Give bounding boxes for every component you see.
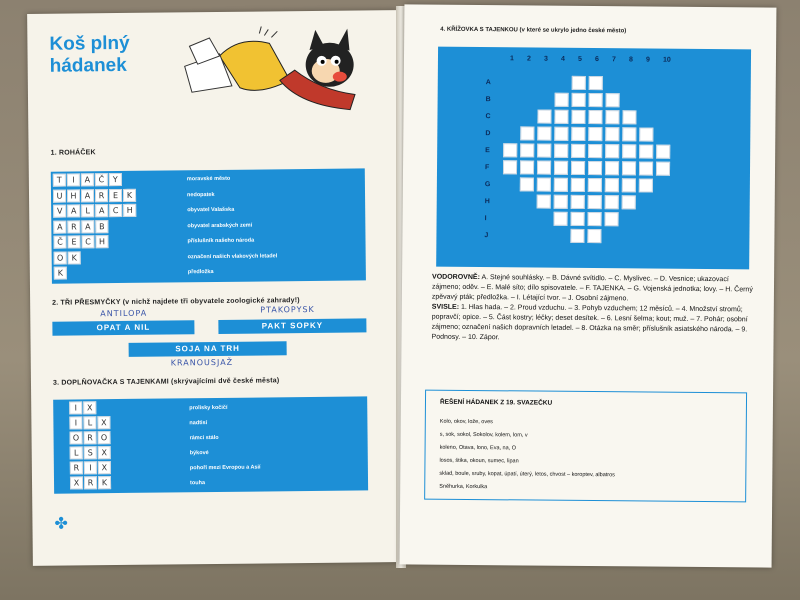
crossword-cell	[656, 162, 670, 176]
crossword-cell	[605, 127, 619, 141]
crossword-cell	[537, 110, 551, 124]
grid-cell: S	[84, 446, 97, 459]
crossword-cell	[520, 160, 534, 174]
crossword-cell	[605, 110, 619, 124]
crossword-cell	[587, 229, 601, 243]
column-number: 10	[662, 56, 671, 64]
crossword-cell	[554, 161, 568, 175]
across-clues: A. Stejné souhlásky. – B. Dávné svítidlo. – C. Myslivec. – D. Vesnice; ukazovací zájmeno; oděv. – E. Malé síto; dílo spisovatele. – F. TAJENKA. – G. Vojenská jednotka; lovy. – H. Černý zpěvavý pták; předložka. – I. Létající tvor. – J. Osobní zájmeno.	[431, 274, 753, 303]
grid-cell: B	[95, 220, 108, 233]
crossword-cell	[537, 144, 551, 158]
crossword-cell	[639, 161, 653, 175]
anagram-3: SOJA NA TRH	[129, 341, 287, 357]
grid-cell: A	[81, 189, 94, 202]
grid-cell: E	[109, 188, 122, 201]
clue-text: předložka	[187, 269, 214, 276]
clue-text: nadtisí	[189, 420, 208, 427]
row-letter: E	[485, 147, 490, 155]
section-1-title: 1. ROHÁČEK	[50, 149, 96, 157]
grid-cell: O	[97, 431, 110, 444]
grid-cell: Č	[53, 236, 66, 249]
grid-cell: I	[69, 401, 82, 414]
answer-line: Sněhurka, Korkulka	[439, 483, 488, 491]
grid-cell: X	[83, 401, 96, 414]
answers-box	[424, 390, 747, 503]
cat-mascot-illustration	[179, 24, 370, 116]
grid-cell: K	[98, 476, 111, 489]
grid-cell: C	[81, 235, 94, 248]
clue-text: označení našich vlakových letadel	[187, 252, 278, 260]
crossword-cell	[503, 160, 517, 174]
answer-line: koleno, Otava, lono, Eva, na, O	[439, 444, 517, 452]
answer-line: s, sok, sokol, Sokolov, kolem, lom, v	[439, 431, 528, 439]
crossword-cell	[588, 178, 602, 192]
crossword-cell	[554, 144, 568, 158]
crossword-cell	[606, 93, 620, 107]
crossword-cell	[605, 212, 619, 226]
crossword-cell	[554, 127, 568, 141]
right-page	[400, 4, 777, 567]
handwritten-answer-3: KRANOUSJAŽ	[170, 357, 234, 368]
clue-text: moravské město	[186, 175, 231, 183]
grid-cell: O	[69, 431, 82, 444]
crossword-cell	[520, 143, 534, 157]
row-letter: J	[484, 232, 489, 240]
answer-line: Kolo, okov, lože, oves	[439, 418, 493, 426]
crossword-cell	[588, 161, 602, 175]
row-letter: G	[484, 181, 491, 189]
grid-cell: X	[98, 446, 111, 459]
crossword-cell	[571, 212, 585, 226]
clue-text: nedopatek	[186, 191, 215, 198]
crossword-cell	[622, 110, 636, 124]
clue-text: touha	[190, 480, 206, 487]
crossword-cell	[605, 195, 619, 209]
grid-cell: I	[67, 173, 80, 186]
row-letter: F	[484, 164, 490, 172]
grid-cell: R	[70, 461, 83, 474]
grid-cell: L	[83, 416, 96, 429]
across-label: VODOROVNĚ:	[432, 273, 480, 282]
grid-cell: I	[69, 416, 82, 429]
crossword-cell	[570, 229, 584, 243]
crossword-cell	[554, 178, 568, 192]
crossword-cell	[554, 212, 568, 226]
row-letter: A	[485, 79, 491, 87]
grid-cell: H	[95, 235, 108, 248]
column-number: 6	[594, 56, 599, 64]
grid-cell: K	[123, 188, 136, 201]
crossword-cell	[589, 76, 603, 90]
clue-text: rámci stálo	[189, 434, 219, 442]
column-number: 5	[577, 55, 582, 63]
crossword-cell	[571, 127, 585, 141]
clover-icon: ✤	[54, 515, 68, 533]
answers-title: ŘEŠENÍ HÁDANEK Z 19. SVAZEČKU	[439, 398, 553, 407]
column-number: 3	[543, 55, 548, 63]
crossword-cell	[537, 161, 551, 175]
grid-cell: A	[53, 220, 66, 233]
crossword-cell	[520, 177, 534, 191]
crossword-cell	[572, 76, 586, 90]
row-letter: H	[484, 198, 490, 206]
crossword-cell	[589, 93, 603, 107]
grid-cell: X	[70, 476, 83, 489]
grid-cell: A	[67, 204, 80, 217]
grid-cell: C	[109, 204, 122, 217]
section-3-title: 3. DOPLŇOVAČKA S TAJENKAMI (skrývajícími dvě české města)	[52, 377, 280, 387]
crossword-cell	[605, 161, 619, 175]
grid-cell: O	[54, 251, 67, 264]
clue-text: pohoří mezi Evropou a Asií	[189, 464, 261, 472]
crossword-cell	[571, 144, 585, 158]
column-number: 7	[611, 56, 616, 64]
section-4-title: 4. KŘÍŽOVKA S TAJENKOU (v které se ukrylo jedno české město)	[440, 26, 627, 35]
answer-line: losos, štika, okoun, sumec, lipan	[439, 457, 519, 465]
left-page	[27, 10, 403, 566]
crossword-cell	[572, 93, 586, 107]
crossword-cell	[571, 110, 585, 124]
column-number: 1	[509, 55, 514, 63]
grid-cell: T	[53, 174, 66, 187]
row-letter: C	[485, 113, 491, 121]
crossword-clues	[431, 273, 754, 346]
crossword-cell	[639, 144, 653, 158]
crossword-cell	[554, 195, 568, 209]
crossword-cell	[537, 178, 551, 192]
grid-cell: E	[67, 235, 80, 248]
grid-cell: K	[68, 251, 81, 264]
crossword-cell	[622, 178, 636, 192]
crossword-cell	[588, 127, 602, 141]
page-title: Koš plný hádanek	[49, 32, 130, 77]
section-2-title: 2. TŘI PŘESMYČKY (v nichž najdete tři obyvatele zoologické zahrady!)	[52, 297, 300, 307]
crossword-cell	[503, 143, 517, 157]
grid-cell: R	[67, 220, 80, 233]
crossword-cell	[622, 144, 636, 158]
grid-cell: X	[97, 416, 110, 429]
crossword-cell	[571, 161, 585, 175]
grid-cell: R	[95, 189, 108, 202]
grid-cell: L	[70, 446, 83, 459]
grid-cell: H	[123, 204, 136, 217]
crossword-cell	[588, 144, 602, 158]
column-number: 9	[645, 56, 650, 64]
crossword-cell	[588, 110, 602, 124]
column-number: 2	[526, 55, 531, 63]
crossword-cell	[656, 145, 670, 159]
grid-cell: X	[98, 461, 111, 474]
crossword-cell	[537, 127, 551, 141]
clue-text: býkové	[189, 450, 209, 457]
crossword-cell	[639, 178, 653, 192]
handwritten-answer-1: ANTILOPA	[100, 308, 148, 319]
crossword-cell	[571, 178, 585, 192]
grid-cell: Č	[95, 173, 108, 186]
grid-cell: A	[95, 204, 108, 217]
crossword-cell	[622, 195, 636, 209]
crossword-cell	[555, 93, 569, 107]
handwritten-answer-2: PTAKOPYSK	[260, 304, 315, 315]
crossword-cell	[622, 127, 636, 141]
column-number: 4	[560, 55, 565, 63]
clue-text: příslušník našeho národa	[187, 237, 255, 245]
grid-cell: V	[53, 205, 66, 218]
crossword-cell	[520, 126, 534, 140]
grid-cell: H	[67, 189, 80, 202]
down-label: SVISLE:	[431, 303, 460, 311]
crossword-cell	[605, 144, 619, 158]
clue-text: obyvatel arabských zemí	[187, 222, 253, 229]
grid-cell: A	[81, 173, 94, 186]
anagram-1: OPAT A NIL	[52, 320, 194, 335]
grid-cell: U	[53, 189, 66, 202]
crossword-cell	[588, 212, 602, 226]
crossword-cell	[571, 195, 585, 209]
row-letter: D	[485, 130, 491, 138]
crossword-cell	[537, 195, 551, 209]
answers-lines	[426, 391, 746, 394]
answer-line: sklad, boule, sruby, kopat, úpatí, úterý, letos, chvost – koroptev, albatros	[439, 470, 615, 479]
down-clues: 1. Hlas hada. – 2. Proud vzduchu. – 3. Pohyb vzduchem; 12 měsíců. – 4. Množství stromů; popravčí; opice. – 5. Část kostry; léčky; deset desítek. – 6. Lesní šelma; kout; muž. – 7. Pohár; osobní zájmeno; označení našich dopravních letadel. – 8. Otázka na směr; příslušník asiatského národa. – 9. Podnosy. – 10. Zápor.	[431, 303, 748, 342]
anagram-2: PAKT SOPKY	[218, 318, 366, 334]
row-letter: I	[484, 215, 487, 223]
clue-text: obyvatel Valašska	[187, 206, 235, 214]
row-letter: B	[485, 96, 491, 104]
grid-cell: K	[54, 267, 67, 280]
crossword-cell	[622, 161, 636, 175]
grid-cell: Y	[109, 173, 122, 186]
crossword-cell	[588, 195, 602, 209]
clue-text: prolisky kočičí	[189, 404, 228, 412]
grid-cell: L	[81, 204, 94, 217]
grid-cell: A	[81, 220, 94, 233]
grid-cell: R	[84, 476, 97, 489]
grid-cell: R	[83, 431, 96, 444]
grid-cell: I	[84, 461, 97, 474]
crossword-cell	[554, 110, 568, 124]
column-number: 8	[628, 56, 633, 64]
crossword-cell	[605, 178, 619, 192]
crossword-cell	[639, 127, 653, 141]
